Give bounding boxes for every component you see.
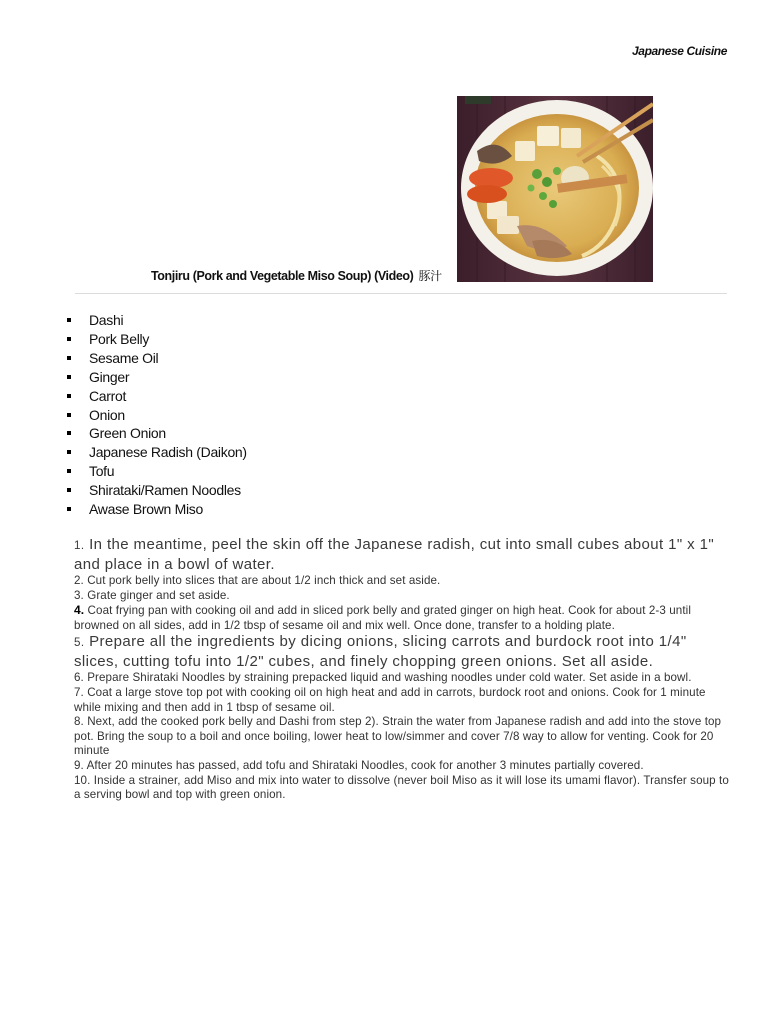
step-text: Coat frying pan with cooking oil and add in sliced pork belly and grated ginger on high heat. Cook for about 2-3 until browned on all sides, add in 1/2 tbsp of sesame oil and mix well. Once done, transfer to a holding plate. xyxy=(74,604,692,632)
list-item: Tofu xyxy=(63,462,247,481)
list-item: Japanese Radish (Daikon) xyxy=(63,443,247,462)
step-text: Next, add the cooked pork belly and Dashi from step 2). Strain the water from Japanese radish and add into the stove top pot. Bring the soup to a boil and once boiling, lower heat to low/simmer and cover 7/8 way to allow for venting. Cook for 20 minute xyxy=(74,715,722,758)
list-item: Carrot xyxy=(63,387,247,406)
step-number: 7. xyxy=(74,685,84,699)
instruction-step xyxy=(74,633,734,671)
instruction-step xyxy=(74,715,734,759)
step-text: Cut pork belly into slices that are about 1/2 inch thick and set aside. xyxy=(87,574,441,587)
step-number: 2. xyxy=(74,574,84,587)
step-number: 8. xyxy=(74,715,84,729)
recipe-title-text: Tonjiru (Pork and Vegetable Miso Soup) (Video) xyxy=(151,269,414,283)
step-number: 10. xyxy=(74,773,91,787)
list-item: Awase Brown Miso xyxy=(63,500,247,519)
step-text: Prepare Shirataki Noodles by straining prepacked liquid and washing noodles under cold water. Set aside in a bowl. xyxy=(87,671,692,685)
step-number: 4. xyxy=(74,603,85,618)
category-label: Japanese Cuisine xyxy=(632,44,727,58)
instruction-step xyxy=(74,671,734,686)
step-text: Inside a strainer, add Miso and mix into water to dissolve (never boil Miso as it will lose its umami flavor). Transfer soup to a serving bowl and top with green onion. xyxy=(74,773,729,802)
step-number: 9. xyxy=(74,758,84,772)
step-number: 3. xyxy=(74,588,84,602)
step-text: Grate ginger and set aside. xyxy=(87,588,230,602)
instruction-step xyxy=(74,536,734,574)
list-item: Sesame Oil xyxy=(63,349,247,368)
recipe-title xyxy=(151,267,442,284)
divider xyxy=(75,293,727,294)
list-item: Dashi xyxy=(63,311,247,330)
step-text: Coat a large stove top pot with cooking oil on high heat and add in carrots, burdock root and onions. Cook for 1 minute while mixing and then add in 1 tbsp of sesame oil. xyxy=(74,685,706,714)
instruction-step xyxy=(74,774,734,803)
step-number: 1. xyxy=(74,539,85,552)
recipe-title-kanji: 豚汁 xyxy=(418,269,442,283)
list-item: Onion xyxy=(63,406,247,425)
step-text: In the meantime, peel the skin off the Japanese radish, cut into small cubes about 1" x 1" and place in a bowl of water. xyxy=(74,536,715,573)
list-item: Ginger xyxy=(63,368,247,387)
instruction-step xyxy=(74,759,734,774)
ingredient-list xyxy=(63,311,247,519)
instruction-step xyxy=(74,686,734,715)
recipe-photo xyxy=(457,96,653,282)
step-number: 6. xyxy=(74,671,84,685)
instruction-step xyxy=(74,589,734,604)
instruction-step xyxy=(74,574,734,589)
step-text: Prepare all the ingredients by dicing onions, slicing carrots and burdock root into 1/4" slices, cutting tofu into 1/2" cubes, and finely chopping green onions. Set all aside. xyxy=(74,633,687,670)
list-item: Shirataki/Ramen Noodles xyxy=(63,481,247,500)
step-text: After 20 minutes has passed, add tofu and Shirataki Noodles, cook for another 3 minutes partially covered. xyxy=(86,758,644,772)
step-number: 5. xyxy=(74,636,85,650)
instruction-step xyxy=(74,603,734,633)
instruction-list xyxy=(74,536,734,803)
list-item: Pork Belly xyxy=(63,330,247,349)
list-item: Green Onion xyxy=(63,424,247,443)
